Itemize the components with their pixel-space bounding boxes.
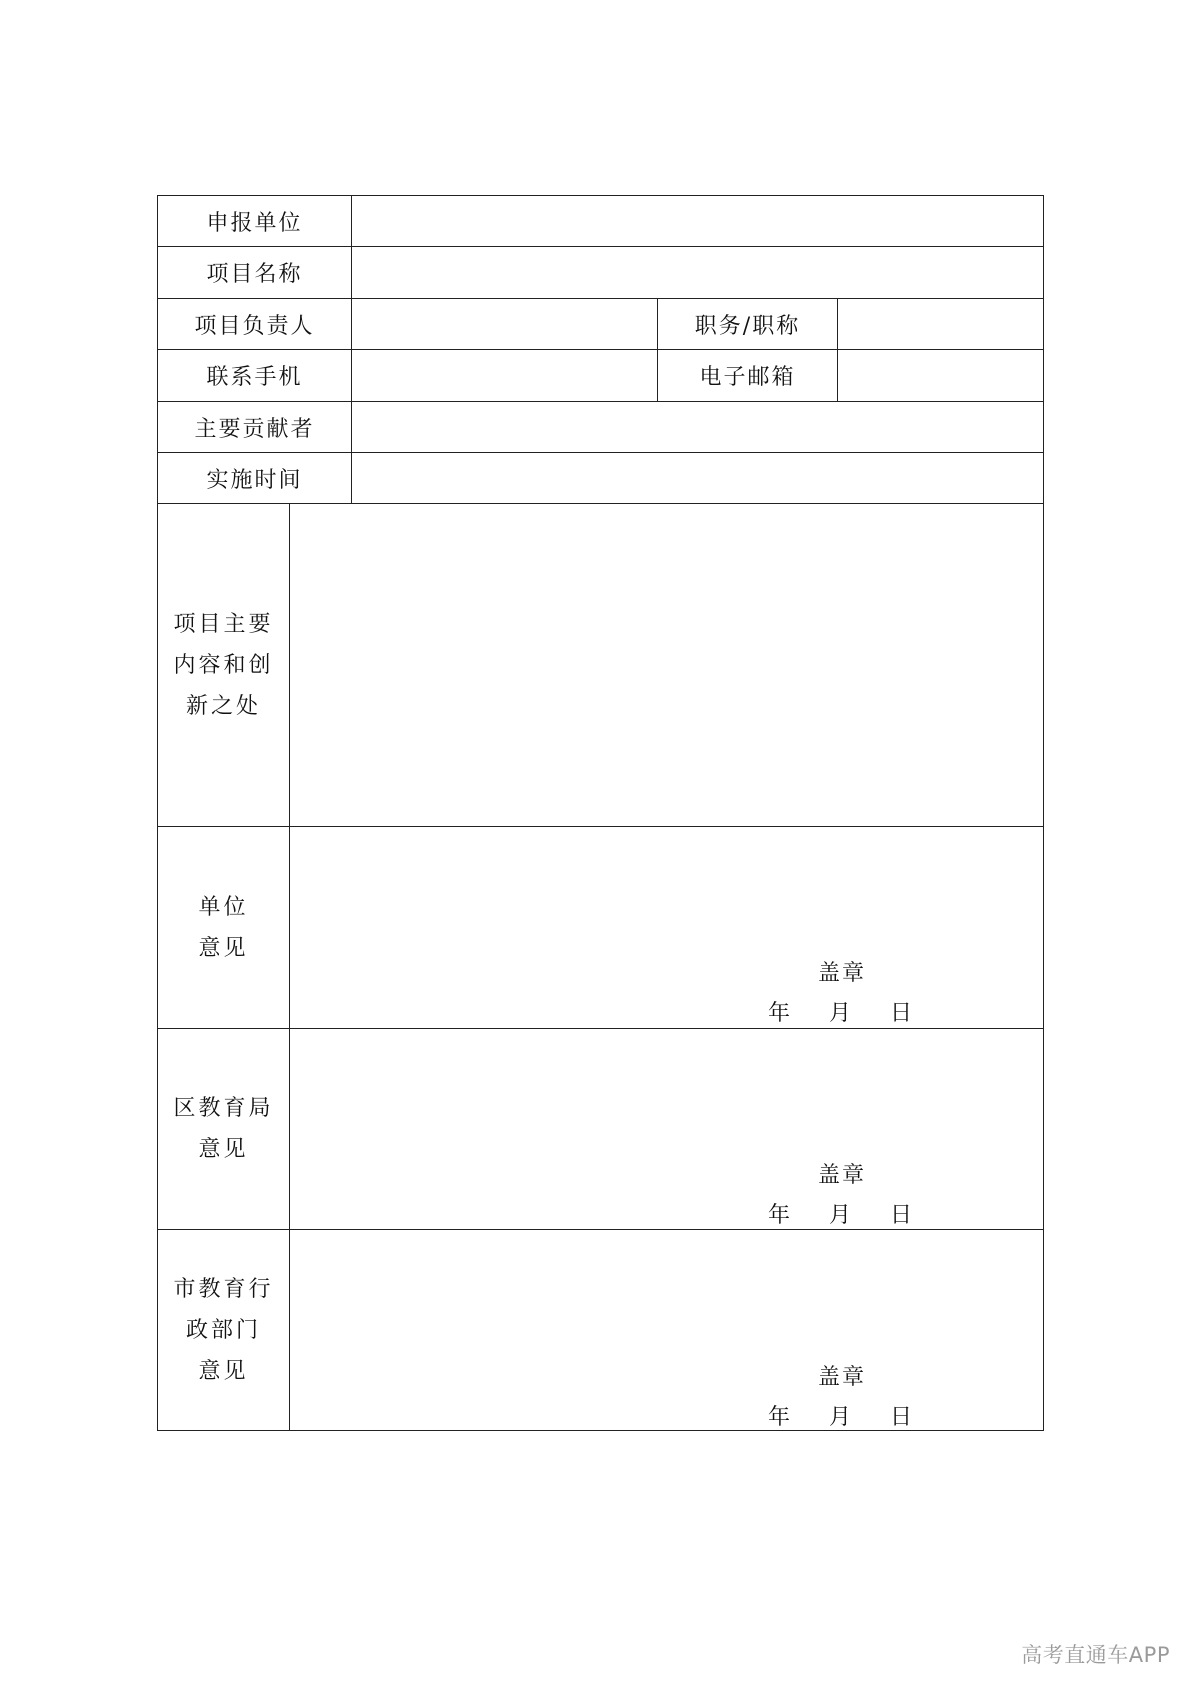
label-text: 申报单位 [206,210,303,236]
label-text: 职务/职称 [694,313,801,339]
label-text: 联系手机 [206,365,303,390]
label-text: 项目名称 [206,262,303,287]
label-text: 内容和创 [173,652,274,678]
field-phone[interactable] [352,350,657,401]
field-email[interactable] [838,350,1043,401]
label-city-opinion [158,1230,289,1430]
field-project-content[interactable] [290,504,1043,826]
label-position [658,299,837,349]
label-text: 实施时间 [206,467,303,493]
label-project-name [158,247,351,298]
month-label: 月 [829,1405,852,1430]
date-line [768,996,968,1026]
label-contributors [158,402,351,452]
label-phone [158,350,351,401]
day-label: 日 [890,1405,913,1430]
stamp-label: 盖章 [818,961,867,986]
label-text: 区教育局 [173,1096,274,1121]
label-text: 政部门 [185,1317,261,1343]
field-unit[interactable] [352,196,1043,246]
label-text: 主要贡献者 [194,416,315,442]
field-project-name[interactable] [352,247,1043,298]
label-project-content [158,504,289,826]
field-time[interactable] [352,453,1043,503]
stamp-label: 盖章 [818,1163,867,1188]
label-text: 单位 [198,894,249,920]
label-text: 意见 [198,1137,249,1162]
watermark: 高考直通车APP [1021,1643,1170,1667]
field-position[interactable] [838,299,1043,349]
label-leader [158,299,351,349]
label-text: 电子邮箱 [699,365,796,390]
label-district-opinion [158,1029,289,1229]
application-form-table [157,195,1044,1431]
label-time [158,453,351,503]
year-label: 年 [768,1203,791,1228]
label-email [658,350,837,401]
day-label: 日 [890,1203,913,1228]
month-label: 月 [829,1203,852,1228]
year-label: 年 [768,1001,791,1026]
label-unit [158,196,351,246]
label-text: 项目主要 [173,611,274,637]
field-leader[interactable] [352,299,657,349]
label-text: 项目负责人 [194,313,315,339]
field-contributors[interactable] [352,402,1043,452]
day-label: 日 [890,1001,913,1026]
label-text: 意见 [198,935,249,961]
month-label: 月 [829,1001,852,1026]
label-text: 新之处 [185,693,261,719]
label-text: 意见 [198,1358,249,1384]
label-text: 市教育行 [173,1276,274,1302]
date-line [768,1400,968,1430]
stamp-label: 盖章 [818,1365,867,1390]
label-unit-opinion [158,827,289,1028]
date-line [768,1198,968,1228]
year-label: 年 [768,1405,791,1430]
